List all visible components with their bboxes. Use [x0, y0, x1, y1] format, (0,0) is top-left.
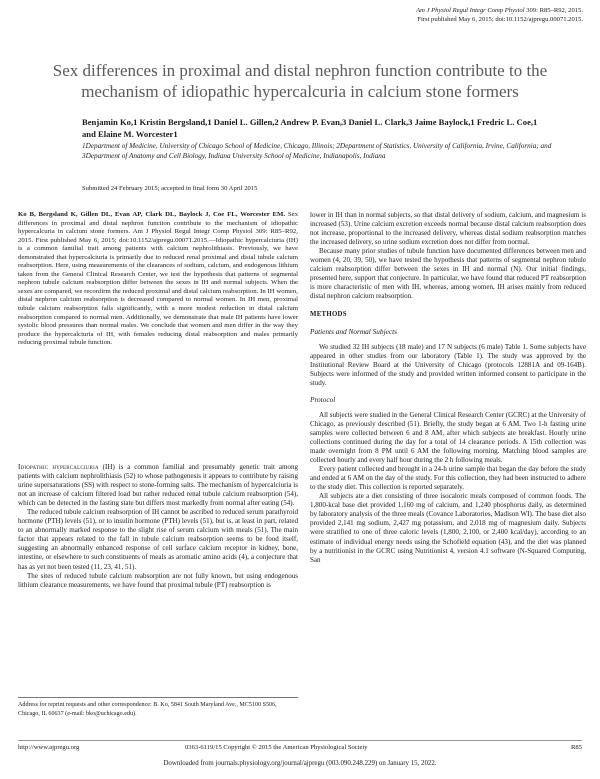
right-paragraph-2: Because many prior studies of tubule function have documented differences between men and women (4, 20, 39, 50), we have tested the hypothesis that patterns of segmental nephron tubule calcium reabsorption differ between the sexes in IH and normal (N). Our initial findings, presented here, support that conjecture. In particular, we have found that reduced PT reabsorption is more characteristic of men with IH, whereas, among women, IH arises mainly from reduced distal nephron calcium reabsorption.	[310, 247, 586, 301]
journal-citation: 309: R85–R92, 2015.	[526, 7, 583, 14]
right-paragraph-3: We studied 32 IH subjects (18 male) and 17 N subjects (6 male) Table 1. Some subjects have appeared in other studies from our laboratory (Table 1). The study was approved by the Institutional Review Board at the University of Chicago (protocols 12881A and 09-164B). Subjects were informed of the study and provided written informed consent to participate in the study.	[310, 342, 586, 387]
intro-paragraph-1: (IH) is a common familial and presumably genetic trait among patients with calcium nephrolithiasis (52) to whose pathogenesis it appears to contribute by raising urine supersaturations (SS) with respect to stone-forming salts. The mechanism of hypercalciuria is not an increase of calcium filtered load but rather reduced renal tubule calcium reabsorption (54), which can be detected in the fasting state but differs most markedly from normal after eating (54).	[18, 463, 298, 508]
submission-dates: Submitted 24 February 2015; accepted in final form 30 April 2015	[82, 185, 258, 192]
intro-paragraph-3: The sites of reduced tubule calcium reabsorption are not fully known, but using endogenous lithium clearance measurements, we have found that proximal tubule (PT) reabsorption is	[18, 571, 298, 589]
abstract-citation-authors: Ko B, Bergsland K, Gillen DL, Evan AP, Clark DL, Baylock J, Coe FL, Worcester EM.	[18, 211, 286, 218]
author-list: Benjamin Ko,1 Kristin Bergsland,1 Daniel L. Gillen,2 Andrew P. Evan,3 Daniel L. Clark,3 Jaime Baylock,1 Fredric L. Coe,1 and Elaine M. Worcester1	[82, 117, 538, 139]
correspondence-footnote: Address for reprint requests and other correspondence: B. Ko, 5841 South Maryland Ave., MC5100 S506, Chicago, IL 60637 (e-mail: bko@uchicago.edu).	[18, 697, 298, 718]
first-published: First published May 6, 2015; doi:10.1152/ajpregu.00071.2015.	[417, 16, 583, 24]
right-paragraph-1: lower in IH than in normal subjects, so that distal delivery of sodium, calcium, and magnesium is increased (53). Urine calcium excretion exceeds normal because distal calcium reabsorption does not increase, proportional to the increased delivery, whereas distal sodium reabsorption matches the increased delivery, so urine sodium excretion does not differ from normal.	[310, 211, 586, 247]
right-column	[310, 211, 586, 565]
intro-paragraph-2: The reduced tubule calcium reabsorption of IH cannot be ascribed to reduced serum parathyroid hormone (PTH) levels (51), or to insulin hormone (PTH) levels (51), but is, at least in part, related to an abnormally marked response to the slight rise of serum calcium with meals (51). The main factor that appears related to the fall in tubule calcium reabsorption seems to be food itself, suggesting an abnormally enhanced response of cell surface calcium receptor in kidney, bone, intestine, or elsewhere to such constituents of meals as aromatic amino acids (4), a conjecture that has as yet not been tested (11, 23, 41, 51).	[18, 508, 299, 571]
right-paragraph-4: All subjects were studied in the General Clinical Research Center (GCRC) at the University of Chicago, as previously described (51). Briefly, the study began at 6 AM. Two 1-h fasting urine samples were collected between 6 and 8 AM, after which subjects ate breakfast. Hourly urine collections continued during the day for a total of 14 clearance periods. A 15th collection was made overnight from 8 PM until 6 AM the following morning. Matching blood samples are collected hourly and every half hour during the 2 h following meals.	[310, 410, 586, 465]
abstract-text: Sex differences in proximal and distal nephron function contribute to the mechanism of idiopathic hypercalcuria in calcium stone formers. Am J Physiol Regul Integr Comp Physiol 309: R85–R92, 2015. First published May 6, 2015; doi:10.1152/ajpregu.00071.2015.—Idiopathic hypercalciuria (IH) is a common familial trait among patients with calcium nephrolithiasis. Previously, we have demonstrated that hypercalciuria is primarily due to reduced renal proximal and distal tubule calcium reabsorption. Here, using measurements of the clearances of sodium, calcium, and endogenous lithium taken from the General Clinical Research Center, we test the hypothesis that patterns of segmental nephron tubule calcium reabsorption differ between the sexes in IH and normal subjects. When the sexes are compared, we reconfirm the reduced proximal and distal calcium reabsorption. In IH women, distal nephron calcium reabsorption is decreased compared to normal women. In IH men, proximal tubule calcium reabsorption falls significantly, with a more modest reduction in distal calcium reabsorption compared to normal men. Additionally, we demonstrate that male IH patients have lower systolic blood pressures than normal males. We conclude that women and men differ in the way they produce the hypercalciuria of IH, with females reducing distal reabsorption and males primarily reducing proximal tubule function.	[18, 211, 299, 347]
running-header	[416, 6, 583, 24]
subheading-protocol: Protocol	[310, 394, 336, 404]
journal-name: Am J Physiol Regul Integr Comp Physiol	[416, 7, 525, 14]
abstract	[18, 211, 298, 348]
subheading-patients: Patients and Normal Subjects	[310, 326, 397, 336]
right-paragraph-5: Every patient collected and brought in a 24-h urine sample that began the day before the study and ended at 6 AM on the day of the study. For this collection, they had been instructed to adhere to the study diet. This collection is reported separately.	[310, 465, 586, 492]
right-paragraph-6: All subjects ate a diet consisting of three isocaloric meals composed of common foods. The 1,800-kcal base diet provided 1,160 mg of calcium, and 1,240 phosphorus daily, as determined by laboratory analysis of the three meals (Covance Laboratories, Madison WI). The base diet also provided 2,141 mg sodium, 2,427 mg potassium, and 2,018 mg of magnesium daily. Subjects were stratified to one of three caloric levels (1,800, 2,100, or 2,400 kcal/day), according to an estimate of individual energy needs using the Schofield equation (43), and the diet was planned by a nutritionist in the GCRC using Nutritionist 4, version 4.1 software (N-Squared Computing, San	[310, 492, 586, 564]
affiliations: 1Department of Medicine, University of Chicago School of Medicine, Chicago, Illinois; 2Department of Statistics, University of California, Irvine, California; and 3Department of Anatomy and Cell Biology, Indiana University School of Medicine, Indianapolis, Indiana	[82, 142, 552, 161]
footer-rule	[18, 740, 582, 741]
intro-column	[18, 463, 298, 590]
journal-website: http://www.ajpregu.org	[18, 744, 80, 751]
methods-heading: METHODS	[310, 311, 347, 319]
intro-lead: Idiopathic hypercalciuria	[18, 463, 99, 471]
download-notice: Downloaded from journals.physiology.org/journal/ajpregu (003.090.248.229) on January 15, 2022.	[163, 760, 437, 767]
page-number: R85	[571, 744, 582, 751]
copyright-line: 0363-6119/15 Copyright © 2015 the American Physiological Society	[185, 744, 368, 751]
article-title: Sex differences in proximal and distal nephron function contribute to the mechanism of idiopathic hypercalcuria in calcium stone formers	[52, 61, 548, 101]
